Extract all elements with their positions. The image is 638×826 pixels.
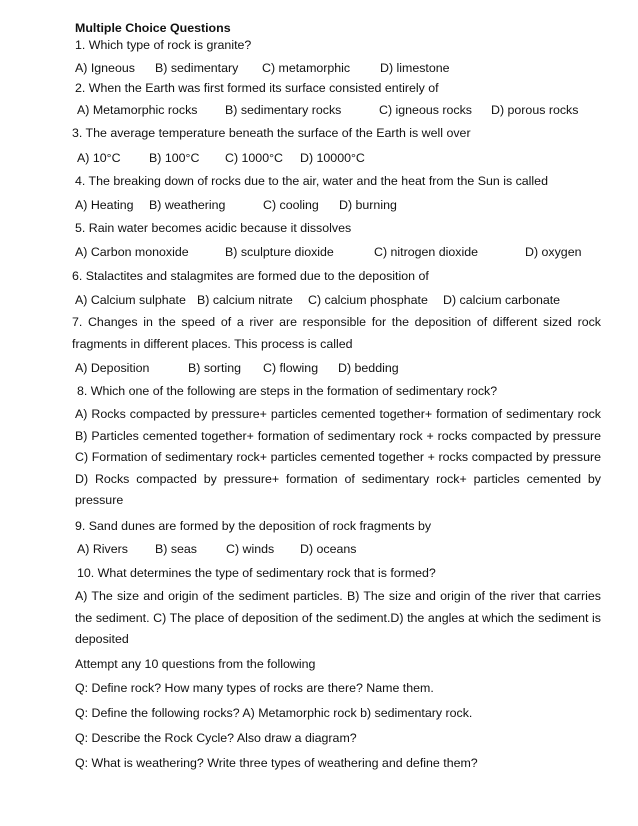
question-5: 5. Rain water becomes acidic because it dissolves	[75, 221, 352, 235]
q3-option-c: C) 1000°C	[225, 151, 283, 165]
q7-option-c: C) flowing	[263, 361, 319, 375]
q1-option-a: A) Igneous	[75, 61, 135, 75]
q2-option-a: A) Metamorphic rocks	[77, 103, 198, 117]
q4-option-d: D) burning	[339, 198, 397, 212]
q9-option-b: B) seas	[155, 542, 198, 556]
q5-option-d: D) oxygen	[525, 245, 582, 259]
question-8: 8. Which one of the following are steps in the formation of sedimentary rock?	[77, 384, 498, 398]
q5-option-b: B) sculpture dioxide	[225, 245, 334, 259]
q3-option-a: A) 10°C	[77, 151, 121, 165]
q2-option-c: C) igneous rocks	[379, 103, 472, 117]
q2-option-b: B) sedimentary rocks	[225, 103, 342, 117]
question-10: 10. What determines the type of sedimentary rock that is formed?	[77, 566, 436, 580]
q5-option-c: C) nitrogen dioxide	[374, 245, 479, 259]
q3-option-d: D) 10000°C	[300, 151, 365, 165]
question-7: 7. Changes in the speed of a river are responsible for the deposition of different sized rock fragments in different places. This process is called	[72, 315, 601, 351]
q7-option-a: A) Deposition	[75, 361, 150, 375]
q7-option-b: B) sorting	[188, 361, 242, 375]
short-question-4: Q: What is weathering? Write three types of weathering and define them?	[75, 756, 478, 770]
q6-option-d: D) calcium carbonate	[443, 293, 561, 307]
short-question-2: Q: Define the following rocks? A) Metamorphic rock b) sedimentary rock.	[75, 706, 473, 720]
q4-option-b: B) weathering	[149, 198, 226, 212]
question-8-options: A) Rocks compacted by pressure+ particles cemented together+ formation of sedimentary rock B) Particles cemented together+ formation of sedimentary rock + rocks compacted by pressure C) Formation of sedimentary rock+ particles cemented together + rocks compacted by pressure D) Rocks compacted by pressure+ formation of sedimentary rock+ particles cemented by pressure	[75, 407, 601, 507]
q9-option-c: C) winds	[226, 542, 275, 556]
q6-option-c: C) calcium phosphate	[308, 293, 428, 307]
question-6: 6. Stalactites and stalagmites are formed due to the deposition of	[72, 269, 429, 283]
q1-option-c: C) metamorphic	[262, 61, 351, 75]
q4-option-c: C) cooling	[263, 198, 319, 212]
question-10-options: A) The size and origin of the sediment particles. B) The size and origin of the river that carries the sediment. C) The place of deposition of the sediment.D) the angles at which the sediment is deposited	[75, 589, 601, 646]
question-9: 9. Sand dunes are formed by the deposition of rock fragments by	[75, 519, 432, 533]
q1-option-b: B) sedimentary	[155, 61, 239, 75]
question-1: 1. Which type of rock is granite?	[75, 38, 252, 52]
question-2: 2. When the Earth was first formed its surface consisted entirely of	[75, 81, 439, 95]
section-2-heading: Attempt any 10 questions from the following	[75, 657, 316, 671]
page-title: Multiple Choice Questions	[75, 21, 231, 35]
q9-option-d: D) oceans	[300, 542, 357, 556]
q9-option-a: A) Rivers	[77, 542, 128, 556]
question-4: 4. The breaking down of rocks due to the air, water and the heat from the Sun is called	[75, 174, 548, 188]
q6-option-a: A) Calcium sulphate	[75, 293, 186, 307]
short-question-1: Q: Define rock? How many types of rocks are there? Name them.	[75, 681, 434, 695]
q7-option-d: D) bedding	[338, 361, 399, 375]
q5-option-a: A) Carbon monoxide	[75, 245, 189, 259]
q4-option-a: A) Heating	[75, 198, 134, 212]
q2-option-d: D) porous rocks	[491, 103, 579, 117]
q3-option-b: B) 100°C	[149, 151, 200, 165]
q6-option-b: B) calcium nitrate	[197, 293, 293, 307]
q1-option-d: D) limestone	[380, 61, 450, 75]
short-question-3: Q: Describe the Rock Cycle? Also draw a diagram?	[75, 731, 357, 745]
question-3: 3. The average temperature beneath the surface of the Earth is well over	[72, 126, 471, 140]
